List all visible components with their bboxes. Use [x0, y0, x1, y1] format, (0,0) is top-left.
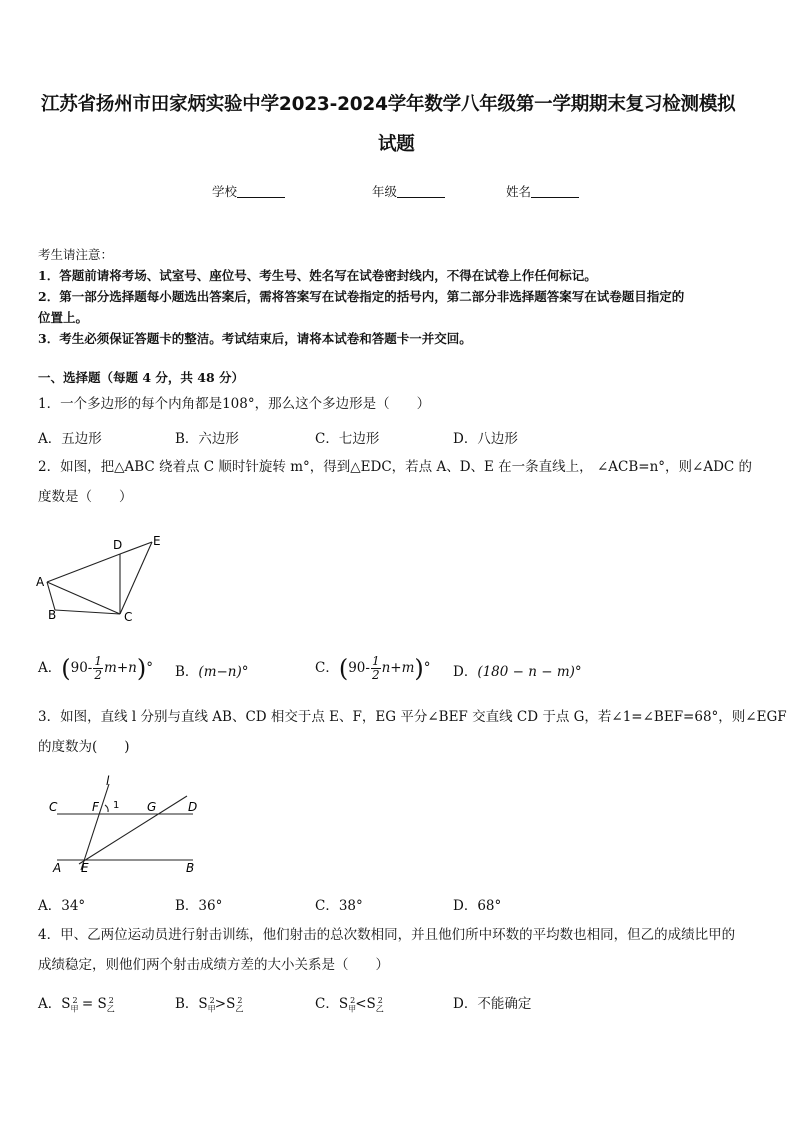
- school-blank[interactable]: [237, 184, 285, 198]
- q4-option-b[interactable]: B．$S_甲^2>S_乙^2$: [175, 995, 244, 1014]
- q2-option-a[interactable]: A．(90- $\frac{1}{2}$ m+n)°: [38, 654, 153, 683]
- grade-field: 年级: [372, 182, 445, 200]
- question-3-stem: 3．如图，直线 l 分别与直线 AB、CD 相交于点 E、F，EG 平分∠BEF 交直线 CD 于点 G，若∠1=∠BEF=68°，则∠EGF: [38, 709, 787, 725]
- q3-label-l: l: [106, 774, 110, 788]
- q3-figure: [45, 772, 210, 882]
- q1-option-b[interactable]: B．六边形: [175, 431, 239, 447]
- q2-figure: [30, 530, 170, 630]
- q2-option-d[interactable]: D．(180 − n − m)°: [453, 664, 582, 680]
- page-title-continued: 试题: [378, 134, 415, 155]
- question-2-stem: 2．如图，把△ABC 绕着点 C 顺时针旋转 m°，得到△EDC，若点 A、D、E 在一条直线上， ∠ACB=n°，则∠ADC 的: [38, 459, 753, 475]
- q2-label-c: C: [124, 610, 133, 624]
- notes-item: 位置上。: [38, 310, 89, 325]
- q2-option-c[interactable]: C．(90- $\frac{1}{2}$ n+m)°: [315, 654, 431, 683]
- q3-label-g: G: [147, 800, 157, 814]
- q4-option-d[interactable]: D．不能确定: [453, 996, 532, 1012]
- question-2-stem-continued: 度数是（ ）: [38, 489, 133, 505]
- notes-heading: 考生请注意：: [38, 247, 114, 262]
- q2-label-d: D: [113, 538, 123, 552]
- q3-option-a[interactable]: A．34°: [38, 898, 86, 914]
- q3-label-f: F: [92, 800, 99, 814]
- q4-option-c[interactable]: C．$S_甲^2<S_乙^2$: [315, 995, 384, 1014]
- q3-option-d[interactable]: D．68°: [453, 898, 502, 914]
- notes-item: 1．答题前请将考场、试室号、座位号、考生号、姓名写在试卷密封线内，不得在试卷上作任何标记。: [38, 268, 597, 283]
- fraction: $\frac{1}{2}$: [371, 654, 380, 682]
- grade-blank[interactable]: [397, 184, 445, 198]
- question-4-stem-continued: 成绩稳定，则他们两个射击成绩方差的大小关系是（ ）: [38, 957, 389, 973]
- q1-option-d[interactable]: D．八边形: [453, 431, 518, 447]
- notes-item: 3．考生必须保证答题卡的整洁。考试结束后，请将本试卷和答题卡一并交回。: [38, 331, 472, 346]
- q3-label-b: B: [186, 861, 195, 875]
- question-1-stem: 1．一个多边形的每个内角都是108°，那么这个多边形是（ ）: [38, 396, 431, 412]
- q1-option-a[interactable]: A．五边形: [38, 431, 102, 447]
- school-field: 学校: [212, 182, 285, 200]
- section-heading: 一、选择题（每题 4 分，共 48 分）: [38, 370, 245, 385]
- q3-label-d: D: [188, 800, 198, 814]
- q2-label-b: B: [48, 608, 57, 622]
- q3-option-c[interactable]: C．38°: [315, 898, 363, 914]
- question-3-stem-continued: 的度数为( ): [38, 739, 130, 755]
- question-4-stem: 4．甲、乙两位运动员进行射击训练，他们射击的总次数相同，并且他们所中环数的平均数也相同，但乙的成绩比甲的: [38, 927, 736, 943]
- name-blank[interactable]: [531, 184, 579, 198]
- name-field: 姓名: [506, 182, 579, 200]
- q3-label-e: E: [81, 861, 89, 875]
- q1-option-c[interactable]: C．七边形: [315, 431, 380, 447]
- notes-item: 2．第一部分选择题每小题选出答案后，需将答案写在试卷指定的括号内，第二部分非选择题答案写在试卷题目指定的: [38, 289, 685, 304]
- q2-option-b[interactable]: B．(m−n)°: [175, 664, 249, 680]
- fraction: $\frac{1}{2}$: [94, 654, 103, 682]
- page-title: 江苏省扬州市田家炳实验中学2023-2024学年数学八年级第一学期期末复习检测模拟: [41, 94, 736, 115]
- q2-label-e: E: [153, 534, 161, 548]
- q4-option-a[interactable]: A．$S_甲^2 = S_乙^2$: [38, 995, 115, 1014]
- q3-label-a: A: [53, 861, 62, 875]
- q3-option-b[interactable]: B．36°: [175, 898, 223, 914]
- q3-label-c: C: [49, 800, 58, 814]
- notes-block: [38, 244, 684, 349]
- q2-label-a: A: [36, 575, 45, 589]
- q3-label-1: 1: [113, 800, 120, 811]
